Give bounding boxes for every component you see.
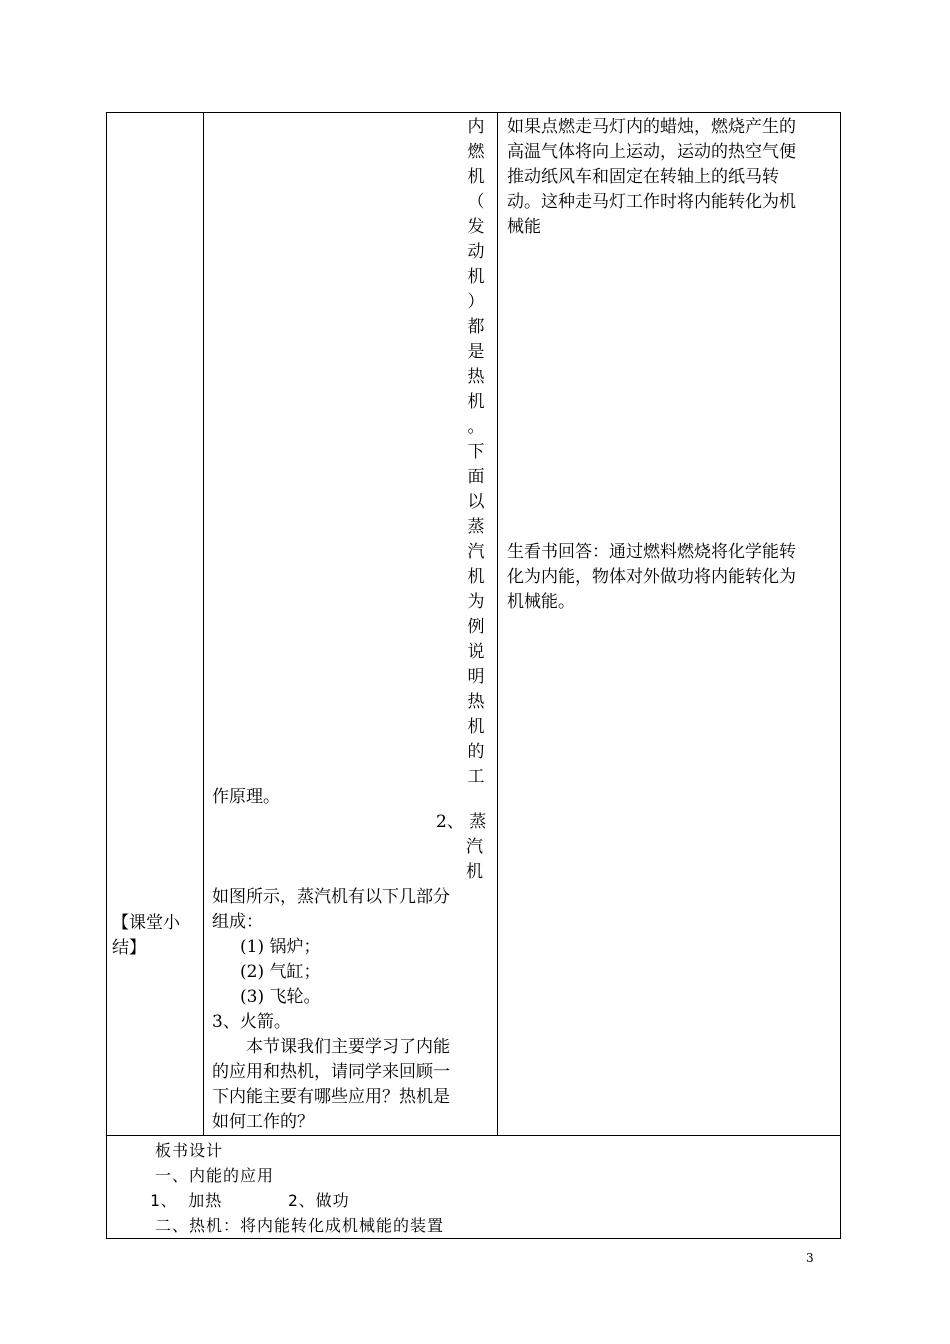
vertical-char: 明 — [467, 667, 485, 687]
table-left-border — [106, 112, 107, 1239]
table-right-border — [840, 112, 841, 1239]
teacher-text-line: 机 — [466, 862, 483, 882]
board-design-line: 二、热机：将内能转化成机械能的装置 — [155, 1216, 445, 1235]
vertical-char: ） — [467, 292, 485, 312]
board-design-line: 一、内能的应用 — [155, 1166, 275, 1185]
vertical-char: （ — [467, 192, 485, 212]
table-bottom-border — [106, 1238, 840, 1239]
vertical-char: 燃 — [467, 142, 485, 162]
vertical-char: 机 — [467, 567, 485, 587]
vertical-char: 为 — [467, 592, 485, 612]
teacher-text-line: 下内能主要有哪些应用？热机是 — [212, 1087, 450, 1107]
vertical-char: 热 — [467, 367, 485, 387]
column-divider-1 — [203, 112, 204, 1135]
vertical-char: 面 — [467, 467, 485, 487]
vertical-char: 是 — [467, 342, 485, 362]
teacher-text-line: (1) 锅炉； — [240, 937, 321, 957]
vertical-char: 发 — [467, 217, 485, 237]
teacher-text-line: 2、 蒸 — [436, 812, 487, 832]
teacher-text-line: 如图所示，蒸汽机有以下几部分 — [212, 887, 450, 907]
vertical-char: 。 — [467, 417, 485, 437]
teacher-text-line: 本节课我们主要学习了内能 — [246, 1037, 450, 1057]
student-text-line: 机械能。 — [507, 592, 575, 612]
vertical-char: 说 — [467, 642, 485, 662]
student-text-line: 化为内能，物体对外做功将内能转化为 — [507, 567, 796, 587]
vertical-char: 例 — [467, 617, 485, 637]
section-label-line-1: 【课堂小 — [112, 913, 180, 933]
vertical-char: 机 — [467, 167, 485, 187]
teacher-text-line: 作原理。 — [212, 787, 280, 807]
teacher-text-line: 的应用和热机，请同学来回顾一 — [212, 1062, 450, 1082]
column-divider-2 — [497, 112, 498, 1135]
student-text-line: 动。这种走马灯工作时将内能转化为机 — [507, 192, 796, 212]
teacher-text-line: 3、火箭。 — [212, 1012, 291, 1032]
table-top-border — [106, 112, 840, 113]
vertical-char: 内 — [467, 117, 485, 137]
vertical-char: 热 — [467, 692, 485, 712]
table-mid-border — [106, 1135, 840, 1136]
board-design-item: 2、做功 — [288, 1191, 350, 1210]
board-design-item: 1、 加热 — [150, 1191, 223, 1210]
section-label-line-2: 结】 — [112, 938, 146, 958]
teacher-text-line: (3) 飞轮。 — [240, 987, 321, 1007]
student-text-line: 推动纸风车和固定在转轴上的纸马转 — [507, 167, 779, 187]
student-text-line: 如果点燃走马灯内的蜡烛，燃烧产生的 — [507, 117, 796, 137]
vertical-char: 机 — [467, 717, 485, 737]
vertical-char: 机 — [467, 392, 485, 412]
vertical-char: 的 — [467, 742, 485, 762]
vertical-char: 蒸 — [467, 517, 485, 537]
student-text-line: 生看书回答：通过燃料燃烧将化学能转 — [507, 542, 796, 562]
vertical-char: 汽 — [467, 542, 485, 562]
vertical-char: 机 — [467, 267, 485, 287]
page-number: 3 — [806, 1251, 814, 1265]
board-design-title: 板书设计 — [155, 1141, 224, 1160]
teacher-text-line: 汽 — [466, 837, 483, 857]
teacher-text-line: (2) 气缸； — [240, 962, 321, 982]
student-text-line: 高温气体将向上运动，运动的热空气便 — [507, 142, 796, 162]
vertical-char: 以 — [467, 492, 485, 512]
teacher-text-line: 如何工作的？ — [212, 1112, 314, 1132]
teacher-text-line: 组成： — [212, 912, 263, 932]
vertical-char: 工 — [467, 767, 485, 787]
vertical-char: 动 — [467, 242, 485, 262]
vertical-char: 下 — [467, 442, 485, 462]
vertical-char: 都 — [467, 317, 485, 337]
student-text-line: 械能 — [507, 217, 541, 237]
